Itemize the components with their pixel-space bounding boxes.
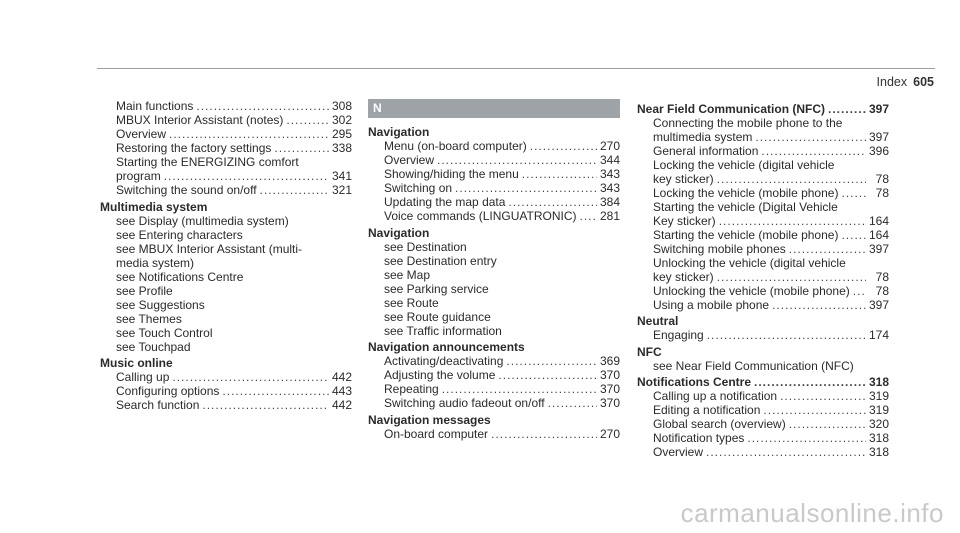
leader-dots: [789, 242, 866, 256]
leader-dots: [506, 354, 597, 368]
entry-text: Showing/hiding the menu: [384, 167, 519, 181]
leader-dots: [455, 181, 597, 195]
entry-text: see Destination: [384, 239, 467, 254]
entry-text: Notifications Centre: [637, 375, 752, 389]
index-entry: [100, 270, 352, 284]
page-ref: 164: [868, 213, 889, 228]
page-ref: 338: [331, 141, 352, 155]
page-ref: 442: [331, 370, 352, 384]
index-entry: [100, 370, 352, 384]
leader-dots: [164, 169, 329, 183]
page-ref: 281: [599, 209, 620, 223]
entry-text: Locking the vehicle (digital vehicle: [653, 157, 835, 172]
index-heading: [368, 413, 620, 427]
page-ref: 78: [875, 269, 889, 284]
leader-dots: [169, 127, 329, 141]
leader-dots: [508, 195, 597, 209]
index-entry: [100, 155, 352, 169]
page-ref: 319: [868, 389, 889, 403]
page-ref: 308: [331, 99, 352, 113]
entry-text: On-board computer: [384, 426, 489, 441]
entry-text: see Display (multimedia system): [116, 213, 289, 228]
index-entry: [368, 254, 620, 268]
index-entry: [637, 242, 889, 256]
index-entry: [368, 181, 620, 195]
header-rule: [97, 68, 935, 69]
page-ref: 341: [331, 169, 352, 183]
index-column-1: [100, 99, 352, 412]
index-entry: [637, 130, 889, 144]
index-entry: [368, 296, 620, 310]
entry-text: Calling up a notification: [653, 389, 778, 403]
page-ref: 174: [868, 328, 889, 342]
index-entry: [100, 127, 352, 141]
index-column-3: [637, 99, 889, 459]
index-entry: [637, 214, 889, 228]
page-ref: 443: [331, 384, 352, 398]
entry-text: Overview: [384, 153, 435, 167]
page-ref: 78: [875, 185, 889, 200]
entry-text: Search function: [116, 398, 200, 412]
index-entry: [637, 200, 889, 214]
index-entry: [637, 389, 889, 403]
entry-text: see Near Field Communication (NFC): [653, 358, 854, 373]
index-heading: [637, 375, 889, 389]
entry-text: Global search (overview): [653, 417, 786, 431]
entry-text: see Entering characters: [116, 227, 243, 242]
leader-dots: [530, 139, 597, 153]
index-entry: [100, 398, 352, 412]
leader-dots: [437, 153, 597, 167]
entry-text: Editing a notification: [653, 403, 761, 417]
index-heading: [100, 200, 352, 214]
index-entry: [100, 214, 352, 228]
index-entry: [368, 310, 620, 324]
index-entry: [368, 167, 620, 181]
section-letter-n: N: [368, 99, 620, 118]
page-ref: 370: [599, 368, 620, 382]
leader-dots: [841, 186, 866, 200]
entry-text: NFC: [637, 344, 662, 359]
entry-text: Voice commands (LINGUATRONIC): [384, 209, 577, 223]
entry-text: Menu (on-board computer): [384, 139, 527, 153]
leader-dots: [706, 445, 866, 459]
page-ref: 384: [599, 195, 620, 209]
page-ref: 302: [331, 113, 352, 127]
leader-dots: [828, 102, 866, 116]
entry-text: Locking the vehicle (mobile phone): [653, 185, 839, 200]
page-ref: 320: [868, 417, 889, 431]
leader-dots: [172, 370, 329, 384]
page-ref: 370: [599, 382, 620, 396]
entry-text: Navigation messages: [368, 412, 491, 427]
page-ref: 343: [599, 167, 620, 181]
entry-text: Activating/deactivating: [384, 354, 504, 368]
index-entry: [100, 256, 352, 270]
index-entry: [100, 183, 352, 197]
index-entry: [368, 240, 620, 254]
page-ref: 164: [868, 227, 889, 242]
entry-text: Switching on: [384, 181, 453, 195]
index-entry: [100, 340, 352, 354]
index-heading: [637, 345, 889, 359]
entry-text: Switching audio fadeout on/off: [384, 396, 545, 410]
leader-dots: [717, 270, 866, 284]
leader-dots: [274, 141, 329, 155]
leader-dots: [260, 183, 329, 197]
entry-text: Navigation: [368, 225, 430, 240]
page-ref: 318: [868, 431, 889, 445]
index-entry: [637, 328, 889, 342]
entry-text: Multimedia system: [100, 199, 208, 214]
index-entry: [368, 209, 620, 223]
entry-text: see MBUX Interior Assistant (multi-: [116, 241, 303, 256]
entry-text: see Notifications Centre: [116, 269, 244, 284]
index-heading: [368, 125, 620, 139]
index-entry: [100, 326, 352, 340]
entry-text: see Touchpad: [116, 339, 191, 354]
entry-text: Switching the sound on/off: [116, 183, 257, 197]
entry-text: see Route: [384, 295, 439, 310]
index-entry: [637, 359, 889, 373]
page-number: 605: [913, 75, 934, 89]
page-ref: 344: [599, 153, 620, 167]
leader-dots: [780, 389, 866, 403]
leader-dots: [761, 144, 866, 158]
page-ref: 370: [599, 396, 620, 410]
entry-text: MBUX Interior Assistant (notes): [116, 113, 284, 127]
index-entry: [637, 158, 889, 172]
index-entry: [368, 139, 620, 153]
index-entry: [100, 169, 352, 183]
leader-dots: [491, 427, 597, 441]
entry-text: Using a mobile phone: [653, 297, 770, 312]
index-entry: [637, 144, 889, 158]
page-ref: 397: [868, 129, 889, 144]
page-ref: 396: [868, 143, 889, 158]
index-entry: [637, 256, 889, 270]
page-ref: 319: [868, 403, 889, 417]
leader-dots: [719, 214, 866, 228]
leader-dots: [580, 209, 597, 223]
entry-text: Key sticker): [653, 213, 716, 228]
page-ref: 270: [599, 139, 620, 153]
index-entry: [368, 427, 620, 441]
entry-text: see Touch Control: [116, 325, 213, 340]
page-ref: 397: [868, 101, 889, 116]
entry-text: Neutral: [637, 314, 679, 328]
entry-text: see Destination entry: [384, 253, 497, 268]
index-entry: [368, 282, 620, 296]
page-ref: 295: [331, 127, 352, 141]
index-entry: [100, 284, 352, 298]
entry-text: Repeating: [384, 382, 439, 396]
leader-dots: [853, 284, 866, 298]
entry-text: Updating the map data: [384, 195, 506, 209]
index-entry: [637, 284, 889, 298]
index-entry: [637, 172, 889, 186]
page-ref: 397: [868, 297, 889, 312]
entry-text: Navigation announcements: [368, 340, 525, 354]
entry-text: Restoring the factory settings: [116, 141, 272, 155]
index-entry: [368, 324, 620, 338]
entry-text: see Profile: [116, 283, 173, 298]
leader-dots: [202, 398, 329, 412]
index-entry: [368, 354, 620, 368]
entry-text: General information: [653, 143, 759, 158]
entry-text: key sticker): [653, 171, 714, 186]
entry-text: Music online: [100, 356, 173, 370]
index-entry: [100, 141, 352, 155]
leader-dots: [286, 113, 329, 127]
entry-text: Navigation: [368, 125, 430, 139]
index-entry: [368, 268, 620, 282]
index-heading: [100, 356, 352, 370]
entry-text: Overview: [653, 445, 704, 459]
entry-text: Connecting the mobile phone to the: [653, 115, 843, 130]
leader-dots: [707, 328, 866, 342]
index-heading: [637, 102, 889, 116]
entry-text: Starting the ENERGIZING comfort: [116, 155, 299, 169]
index-entry: [368, 153, 620, 167]
entry-text: see Map: [384, 267, 431, 282]
leader-dots: [754, 375, 866, 389]
index-entry: [637, 445, 889, 459]
entry-text: program: [116, 169, 161, 183]
index-entry: [637, 298, 889, 312]
entry-text: see Themes: [116, 311, 182, 326]
entry-text: Engaging: [653, 328, 704, 342]
page-ref: 78: [875, 171, 889, 186]
index-entry: [100, 298, 352, 312]
entry-text: Adjusting the volume: [384, 368, 496, 382]
entry-text: Calling up: [116, 370, 170, 384]
index-entry: [637, 116, 889, 130]
leader-dots: [442, 382, 597, 396]
entry-text: see Suggestions: [116, 297, 205, 312]
page-ref: 343: [599, 181, 620, 195]
entry-text: Configuring options: [116, 384, 220, 398]
index-entry: [637, 417, 889, 431]
leader-dots: [755, 130, 866, 144]
leader-dots: [763, 403, 866, 417]
index-entry: [100, 242, 352, 256]
entry-text: see Parking service: [384, 281, 489, 296]
index-entry: [368, 396, 620, 410]
entry-text: media system): [116, 255, 195, 270]
index-entry: [637, 431, 889, 445]
page-ref: 442: [331, 398, 352, 412]
entry-text: see Route guidance: [384, 309, 491, 324]
leader-dots: [522, 167, 597, 181]
entry-text: Unlocking the vehicle (mobile phone): [653, 283, 850, 298]
leader-dots: [789, 417, 866, 431]
index-entry: [100, 113, 352, 127]
page-ref: 369: [599, 354, 620, 368]
page-ref: 397: [868, 241, 889, 256]
entry-text: multimedia system: [653, 129, 753, 144]
entry-text: see Traffic information: [384, 323, 502, 338]
index-entry: [368, 195, 620, 209]
index-entry: [100, 384, 352, 398]
entry-text: Near Field Communication (NFC): [637, 101, 826, 116]
leader-dots: [772, 298, 866, 312]
entry-text: Unlocking the vehicle (digital vehicle: [653, 255, 846, 270]
leader-dots: [841, 228, 866, 242]
leader-dots: [548, 396, 597, 410]
entry-text: Notification types: [653, 431, 745, 445]
leader-dots: [717, 172, 866, 186]
entry-text: Switching mobile phones: [653, 241, 786, 256]
index-heading: [637, 314, 889, 328]
leader-dots: [196, 99, 329, 113]
index-entry: [637, 403, 889, 417]
page-ref: 318: [868, 375, 889, 389]
page-header-title: Index: [876, 75, 908, 89]
entry-text: key sticker): [653, 269, 714, 284]
entry-text: Starting the vehicle (mobile phone): [653, 227, 839, 242]
page-header: [877, 75, 934, 89]
page-ref: 321: [331, 183, 352, 197]
index-entry: [637, 186, 889, 200]
index-entry: [100, 99, 352, 113]
entry-text: Main functions: [116, 99, 194, 113]
page-ref: 78: [875, 283, 889, 298]
leader-dots: [222, 384, 329, 398]
entry-text: Overview: [116, 127, 167, 141]
index-entry: [368, 382, 620, 396]
page-ref: 318: [868, 445, 889, 459]
entry-text: Starting the vehicle (Digital Vehicle: [653, 199, 838, 214]
leader-dots: [747, 431, 866, 445]
index-heading: [368, 226, 620, 240]
index-entry: [368, 368, 620, 382]
page-ref: 270: [599, 426, 620, 441]
leader-dots: [498, 368, 597, 382]
index-entry: [637, 228, 889, 242]
index-entry: [100, 312, 352, 326]
index-entry: [100, 228, 352, 242]
index-entry: [637, 270, 889, 284]
index-column-2: [368, 99, 620, 441]
index-heading: [368, 340, 620, 354]
watermark: carmanualsonline.info: [680, 498, 944, 528]
